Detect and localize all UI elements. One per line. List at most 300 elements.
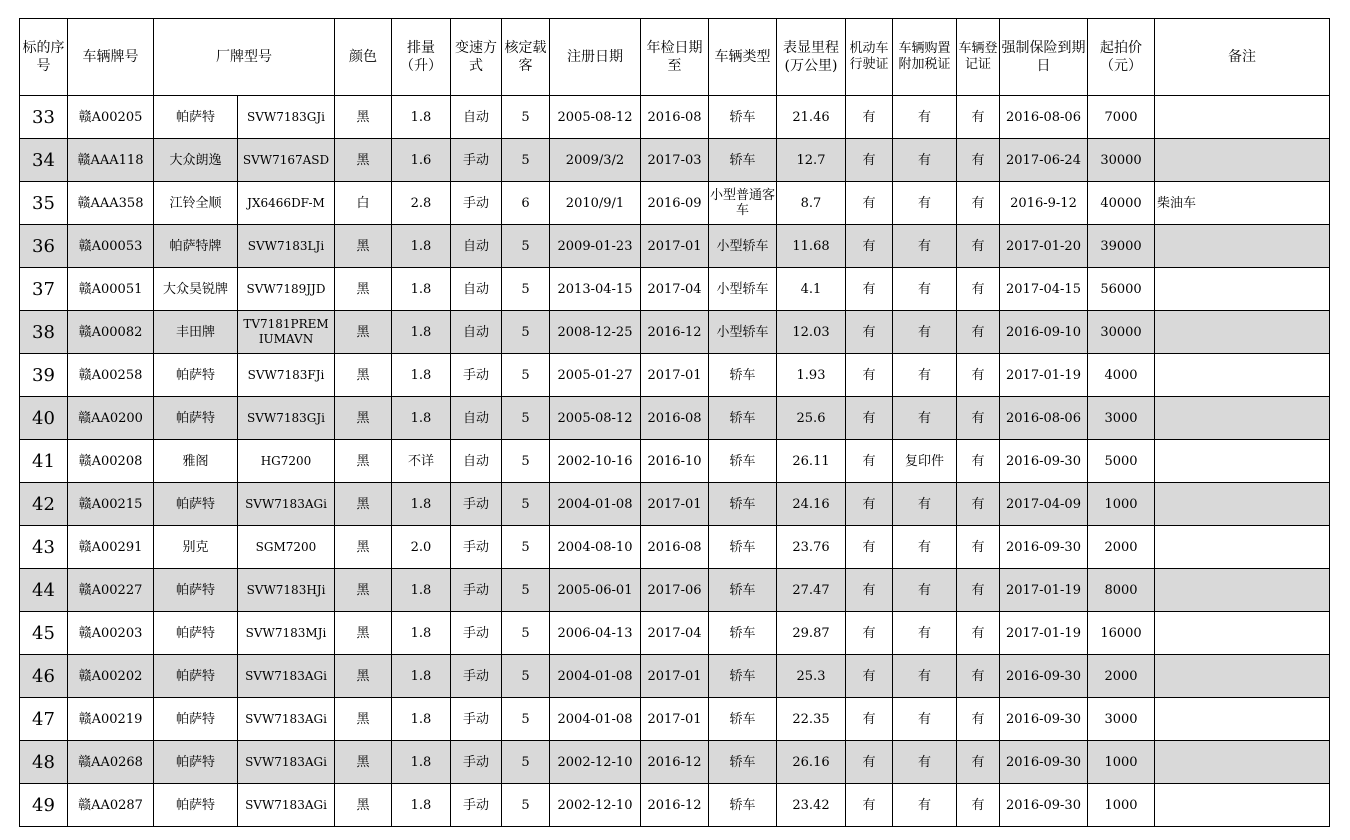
cell-inspection: 2016-12 — [641, 741, 709, 784]
header-reg-cert: 车辆登记证 — [957, 19, 1000, 96]
cell-seq: 41 — [20, 440, 68, 483]
cell-price: 7000 — [1088, 96, 1155, 139]
cell-inspection: 2017-01 — [641, 483, 709, 526]
cell-brand: 帕萨特牌 — [154, 225, 238, 268]
header-seq: 标的序号 — [20, 19, 68, 96]
cell-price: 8000 — [1088, 569, 1155, 612]
cell-note — [1155, 741, 1330, 784]
cell-model: SVW7167ASD — [238, 139, 335, 182]
cell-displacement: 2.0 — [392, 526, 451, 569]
cell-note — [1155, 698, 1330, 741]
cell-transmission: 手动 — [451, 741, 502, 784]
header-tax-cert: 车辆购置附加税证 — [893, 19, 957, 96]
cell-plate: 赣A00208 — [68, 440, 154, 483]
cell-tax-cert: 有 — [893, 483, 957, 526]
cell-seq: 33 — [20, 96, 68, 139]
cell-mileage: 26.11 — [777, 440, 846, 483]
cell-price: 40000 — [1088, 182, 1155, 225]
cell-plate: 赣A00051 — [68, 268, 154, 311]
cell-tax-cert: 有 — [893, 354, 957, 397]
cell-insurance: 2017-01-19 — [1000, 612, 1088, 655]
cell-color: 黑 — [335, 741, 392, 784]
cell-reg-cert: 有 — [957, 225, 1000, 268]
cell-reg-date: 2002-12-10 — [550, 741, 641, 784]
cell-mileage: 26.16 — [777, 741, 846, 784]
cell-displacement: 2.8 — [392, 182, 451, 225]
cell-plate: 赣A00258 — [68, 354, 154, 397]
cell-transmission: 手动 — [451, 698, 502, 741]
table-row — [20, 612, 1330, 655]
cell-reg-cert: 有 — [957, 569, 1000, 612]
cell-price: 1000 — [1088, 483, 1155, 526]
cell-reg-date: 2002-10-16 — [550, 440, 641, 483]
cell-reg-date: 2009/3/2 — [550, 139, 641, 182]
table-row — [20, 268, 1330, 311]
cell-insurance: 2016-09-30 — [1000, 741, 1088, 784]
cell-reg-cert: 有 — [957, 139, 1000, 182]
cell-reg-cert: 有 — [957, 784, 1000, 827]
header-model: 厂牌型号 — [154, 19, 335, 96]
cell-license: 有 — [846, 526, 893, 569]
cell-seq: 48 — [20, 741, 68, 784]
cell-brand: 别克 — [154, 526, 238, 569]
cell-note — [1155, 612, 1330, 655]
cell-mileage: 25.3 — [777, 655, 846, 698]
cell-color: 黑 — [335, 311, 392, 354]
header-displacement: 排量（升） — [392, 19, 451, 96]
table-row — [20, 526, 1330, 569]
cell-note — [1155, 225, 1330, 268]
cell-vehicle-type: 轿车 — [709, 96, 777, 139]
cell-plate: 赣AA0200 — [68, 397, 154, 440]
cell-note — [1155, 268, 1330, 311]
cell-brand: 帕萨特 — [154, 612, 238, 655]
cell-inspection: 2016-08 — [641, 526, 709, 569]
cell-vehicle-type: 轿车 — [709, 569, 777, 612]
cell-plate: 赣A00053 — [68, 225, 154, 268]
cell-mileage: 8.7 — [777, 182, 846, 225]
cell-seq: 34 — [20, 139, 68, 182]
cell-note — [1155, 139, 1330, 182]
cell-price: 4000 — [1088, 354, 1155, 397]
cell-transmission: 自动 — [451, 311, 502, 354]
cell-insurance: 2016-09-30 — [1000, 440, 1088, 483]
header-mileage: 表显里程(万公里) — [777, 19, 846, 96]
cell-price: 16000 — [1088, 612, 1155, 655]
cell-vehicle-type: 小型轿车 — [709, 225, 777, 268]
cell-vehicle-type: 轿车 — [709, 526, 777, 569]
cell-tax-cert: 有 — [893, 96, 957, 139]
cell-vehicle-type: 轿车 — [709, 784, 777, 827]
cell-price: 3000 — [1088, 698, 1155, 741]
cell-model: SVW7183MJi — [238, 612, 335, 655]
cell-mileage: 22.35 — [777, 698, 846, 741]
cell-brand: 雅阁 — [154, 440, 238, 483]
cell-displacement: 1.8 — [392, 698, 451, 741]
cell-brand: 帕萨特 — [154, 483, 238, 526]
cell-seats: 5 — [502, 612, 550, 655]
cell-license: 有 — [846, 397, 893, 440]
cell-mileage: 4.1 — [777, 268, 846, 311]
cell-note — [1155, 96, 1330, 139]
cell-vehicle-type: 轿车 — [709, 397, 777, 440]
table-row — [20, 182, 1330, 225]
cell-seats: 5 — [502, 784, 550, 827]
header-reg-date: 注册日期 — [550, 19, 641, 96]
cell-license: 有 — [846, 96, 893, 139]
cell-transmission: 手动 — [451, 182, 502, 225]
cell-note: 柴油车 — [1155, 182, 1330, 225]
cell-mileage: 21.46 — [777, 96, 846, 139]
cell-seq: 40 — [20, 397, 68, 440]
cell-price: 1000 — [1088, 784, 1155, 827]
cell-mileage: 24.16 — [777, 483, 846, 526]
cell-reg-cert: 有 — [957, 397, 1000, 440]
cell-brand: 帕萨特 — [154, 354, 238, 397]
cell-inspection: 2016-12 — [641, 784, 709, 827]
cell-displacement: 1.8 — [392, 784, 451, 827]
table-row — [20, 397, 1330, 440]
cell-reg-cert: 有 — [957, 526, 1000, 569]
cell-transmission: 手动 — [451, 784, 502, 827]
cell-color: 黑 — [335, 440, 392, 483]
cell-reg-date: 2008-12-25 — [550, 311, 641, 354]
cell-brand: 帕萨特 — [154, 96, 238, 139]
cell-mileage: 23.42 — [777, 784, 846, 827]
cell-seq: 46 — [20, 655, 68, 698]
cell-seats: 5 — [502, 225, 550, 268]
cell-seq: 35 — [20, 182, 68, 225]
cell-displacement: 1.8 — [392, 96, 451, 139]
header-seats: 核定载客 — [502, 19, 550, 96]
cell-inspection: 2017-04 — [641, 612, 709, 655]
cell-insurance: 2016-09-30 — [1000, 698, 1088, 741]
cell-model: SGM7200 — [238, 526, 335, 569]
cell-license: 有 — [846, 483, 893, 526]
cell-mileage: 23.76 — [777, 526, 846, 569]
cell-brand: 江铃全顺 — [154, 182, 238, 225]
cell-reg-date: 2006-04-13 — [550, 612, 641, 655]
cell-price: 39000 — [1088, 225, 1155, 268]
cell-license: 有 — [846, 612, 893, 655]
cell-plate: 赣A00205 — [68, 96, 154, 139]
cell-reg-cert: 有 — [957, 268, 1000, 311]
cell-reg-date: 2005-08-12 — [550, 397, 641, 440]
table-row — [20, 96, 1330, 139]
cell-mileage: 25.6 — [777, 397, 846, 440]
cell-displacement: 1.8 — [392, 225, 451, 268]
cell-color: 白 — [335, 182, 392, 225]
cell-seats: 5 — [502, 569, 550, 612]
cell-seq: 36 — [20, 225, 68, 268]
cell-price: 30000 — [1088, 139, 1155, 182]
cell-note — [1155, 569, 1330, 612]
cell-reg-date: 2004-01-08 — [550, 655, 641, 698]
cell-license: 有 — [846, 784, 893, 827]
cell-price: 1000 — [1088, 741, 1155, 784]
header-transmission: 变速方式 — [451, 19, 502, 96]
cell-vehicle-type: 轿车 — [709, 139, 777, 182]
cell-color: 黑 — [335, 612, 392, 655]
cell-tax-cert: 有 — [893, 182, 957, 225]
cell-transmission: 手动 — [451, 354, 502, 397]
cell-reg-cert: 有 — [957, 698, 1000, 741]
cell-model: JX6466DF-M — [238, 182, 335, 225]
cell-brand: 丰田牌 — [154, 311, 238, 354]
cell-inspection: 2017-03 — [641, 139, 709, 182]
cell-vehicle-type: 轿车 — [709, 483, 777, 526]
cell-license: 有 — [846, 225, 893, 268]
cell-displacement: 1.8 — [392, 354, 451, 397]
cell-model: SVW7183FJi — [238, 354, 335, 397]
cell-brand: 大众昊锐牌 — [154, 268, 238, 311]
cell-reg-cert: 有 — [957, 440, 1000, 483]
cell-model: SVW7183AGi — [238, 741, 335, 784]
cell-brand: 帕萨特 — [154, 784, 238, 827]
cell-note — [1155, 526, 1330, 569]
cell-displacement: 1.8 — [392, 311, 451, 354]
cell-reg-cert: 有 — [957, 483, 1000, 526]
cell-reg-cert: 有 — [957, 182, 1000, 225]
cell-insurance: 2017-06-24 — [1000, 139, 1088, 182]
cell-inspection: 2017-01 — [641, 354, 709, 397]
cell-reg-cert: 有 — [957, 311, 1000, 354]
header-license: 机动车行驶证 — [846, 19, 893, 96]
cell-plate: 赣AA0287 — [68, 784, 154, 827]
cell-seats: 5 — [502, 354, 550, 397]
cell-seq: 38 — [20, 311, 68, 354]
cell-color: 黑 — [335, 96, 392, 139]
cell-inspection: 2017-01 — [641, 698, 709, 741]
cell-insurance: 2016-09-10 — [1000, 311, 1088, 354]
cell-mileage: 12.03 — [777, 311, 846, 354]
cell-seats: 5 — [502, 440, 550, 483]
cell-transmission: 手动 — [451, 483, 502, 526]
cell-license: 有 — [846, 440, 893, 483]
cell-brand: 帕萨特 — [154, 397, 238, 440]
cell-color: 黑 — [335, 483, 392, 526]
cell-license: 有 — [846, 655, 893, 698]
cell-inspection: 2016-12 — [641, 311, 709, 354]
cell-vehicle-type: 轿车 — [709, 612, 777, 655]
header-inspection: 年检日期至 — [641, 19, 709, 96]
cell-seq: 43 — [20, 526, 68, 569]
cell-displacement: 1.8 — [392, 612, 451, 655]
cell-displacement: 1.6 — [392, 139, 451, 182]
cell-brand: 帕萨特 — [154, 569, 238, 612]
cell-seats: 5 — [502, 655, 550, 698]
cell-seq: 49 — [20, 784, 68, 827]
cell-license: 有 — [846, 698, 893, 741]
cell-price: 30000 — [1088, 311, 1155, 354]
cell-insurance: 2017-01-20 — [1000, 225, 1088, 268]
cell-reg-date: 2004-01-08 — [550, 698, 641, 741]
cell-note — [1155, 311, 1330, 354]
cell-reg-date: 2005-01-27 — [550, 354, 641, 397]
header-insurance: 强制保险到期日 — [1000, 19, 1088, 96]
cell-transmission: 手动 — [451, 569, 502, 612]
cell-seq: 47 — [20, 698, 68, 741]
cell-note — [1155, 440, 1330, 483]
cell-vehicle-type: 轿车 — [709, 655, 777, 698]
cell-reg-date: 2013-04-15 — [550, 268, 641, 311]
cell-plate: 赣AAA358 — [68, 182, 154, 225]
cell-plate: 赣A00227 — [68, 569, 154, 612]
cell-tax-cert: 有 — [893, 139, 957, 182]
cell-mileage: 1.93 — [777, 354, 846, 397]
cell-seats: 5 — [502, 139, 550, 182]
cell-inspection: 2017-06 — [641, 569, 709, 612]
cell-vehicle-type: 小型普通客车 — [709, 182, 777, 225]
cell-model: HG7200 — [238, 440, 335, 483]
cell-transmission: 自动 — [451, 397, 502, 440]
cell-inspection: 2016-08 — [641, 397, 709, 440]
table-row — [20, 311, 1330, 354]
cell-vehicle-type: 小型轿车 — [709, 268, 777, 311]
cell-note — [1155, 784, 1330, 827]
cell-transmission: 自动 — [451, 440, 502, 483]
cell-seats: 5 — [502, 96, 550, 139]
cell-insurance: 2016-08-06 — [1000, 397, 1088, 440]
cell-model: SVW7189JJD — [238, 268, 335, 311]
cell-seats: 5 — [502, 397, 550, 440]
cell-plate: 赣AA0268 — [68, 741, 154, 784]
cell-tax-cert: 有 — [893, 698, 957, 741]
cell-inspection: 2017-01 — [641, 225, 709, 268]
cell-color: 黑 — [335, 354, 392, 397]
cell-reg-date: 2009-01-23 — [550, 225, 641, 268]
cell-color: 黑 — [335, 225, 392, 268]
table-row — [20, 698, 1330, 741]
cell-license: 有 — [846, 741, 893, 784]
cell-note — [1155, 354, 1330, 397]
cell-brand: 帕萨特 — [154, 698, 238, 741]
cell-reg-date: 2005-06-01 — [550, 569, 641, 612]
cell-reg-date: 2004-08-10 — [550, 526, 641, 569]
cell-model: SVW7183GJi — [238, 397, 335, 440]
cell-transmission: 手动 — [451, 655, 502, 698]
table-row — [20, 655, 1330, 698]
cell-plate: 赣A00203 — [68, 612, 154, 655]
cell-tax-cert: 有 — [893, 569, 957, 612]
cell-insurance: 2016-08-06 — [1000, 96, 1088, 139]
cell-seats: 5 — [502, 526, 550, 569]
cell-reg-date: 2010/9/1 — [550, 182, 641, 225]
cell-plate: 赣A00219 — [68, 698, 154, 741]
cell-inspection: 2017-04 — [641, 268, 709, 311]
cell-insurance: 2017-04-15 — [1000, 268, 1088, 311]
cell-seats: 5 — [502, 483, 550, 526]
cell-mileage: 29.87 — [777, 612, 846, 655]
table-row — [20, 569, 1330, 612]
table-row — [20, 784, 1330, 827]
cell-inspection: 2016-08 — [641, 96, 709, 139]
cell-reg-cert: 有 — [957, 655, 1000, 698]
cell-transmission: 自动 — [451, 225, 502, 268]
cell-seats: 5 — [502, 741, 550, 784]
cell-insurance: 2016-09-30 — [1000, 526, 1088, 569]
cell-model: SVW7183AGi — [238, 655, 335, 698]
cell-displacement: 不详 — [392, 440, 451, 483]
cell-seats: 5 — [502, 268, 550, 311]
cell-seq: 39 — [20, 354, 68, 397]
cell-transmission: 手动 — [451, 139, 502, 182]
cell-insurance: 2016-09-30 — [1000, 655, 1088, 698]
cell-insurance: 2017-04-09 — [1000, 483, 1088, 526]
cell-reg-cert: 有 — [957, 741, 1000, 784]
cell-transmission: 手动 — [451, 526, 502, 569]
cell-reg-date: 2004-01-08 — [550, 483, 641, 526]
cell-plate: 赣A00291 — [68, 526, 154, 569]
cell-plate: 赣A00082 — [68, 311, 154, 354]
cell-model: TV7181PREMIUMAVN — [238, 311, 335, 354]
cell-displacement: 1.8 — [392, 397, 451, 440]
cell-seats: 6 — [502, 182, 550, 225]
cell-insurance: 2017-01-19 — [1000, 354, 1088, 397]
cell-color: 黑 — [335, 397, 392, 440]
cell-price: 56000 — [1088, 268, 1155, 311]
cell-tax-cert: 有 — [893, 225, 957, 268]
cell-vehicle-type: 轿车 — [709, 440, 777, 483]
cell-color: 黑 — [335, 698, 392, 741]
cell-reg-date: 2002-12-10 — [550, 784, 641, 827]
cell-reg-date: 2005-08-12 — [550, 96, 641, 139]
cell-reg-cert: 有 — [957, 612, 1000, 655]
cell-model: SVW7183GJi — [238, 96, 335, 139]
cell-note — [1155, 397, 1330, 440]
table-row — [20, 354, 1330, 397]
cell-mileage: 27.47 — [777, 569, 846, 612]
cell-tax-cert: 有 — [893, 784, 957, 827]
cell-plate: 赣A00215 — [68, 483, 154, 526]
cell-seq: 45 — [20, 612, 68, 655]
cell-seats: 5 — [502, 698, 550, 741]
cell-mileage: 11.68 — [777, 225, 846, 268]
cell-seats: 5 — [502, 311, 550, 354]
cell-plate: 赣A00202 — [68, 655, 154, 698]
cell-vehicle-type: 小型轿车 — [709, 311, 777, 354]
header-row — [20, 19, 1330, 96]
cell-license: 有 — [846, 139, 893, 182]
header-vehicle-type: 车辆类型 — [709, 19, 777, 96]
cell-reg-cert: 有 — [957, 96, 1000, 139]
cell-transmission: 手动 — [451, 612, 502, 655]
cell-transmission: 自动 — [451, 96, 502, 139]
cell-tax-cert: 有 — [893, 268, 957, 311]
cell-reg-cert: 有 — [957, 354, 1000, 397]
cell-insurance: 2017-01-19 — [1000, 569, 1088, 612]
cell-tax-cert: 有 — [893, 526, 957, 569]
cell-displacement: 1.8 — [392, 268, 451, 311]
cell-inspection: 2016-10 — [641, 440, 709, 483]
cell-plate: 赣AAA118 — [68, 139, 154, 182]
cell-model: SVW7183AGi — [238, 784, 335, 827]
cell-seq: 37 — [20, 268, 68, 311]
cell-seq: 44 — [20, 569, 68, 612]
cell-inspection: 2016-09 — [641, 182, 709, 225]
cell-tax-cert: 有 — [893, 311, 957, 354]
cell-displacement: 1.8 — [392, 483, 451, 526]
table-row — [20, 225, 1330, 268]
cell-tax-cert: 复印件 — [893, 440, 957, 483]
cell-vehicle-type: 轿车 — [709, 354, 777, 397]
cell-mileage: 12.7 — [777, 139, 846, 182]
cell-insurance: 2016-09-30 — [1000, 784, 1088, 827]
cell-brand: 帕萨特 — [154, 741, 238, 784]
cell-color: 黑 — [335, 569, 392, 612]
cell-inspection: 2017-01 — [641, 655, 709, 698]
cell-displacement: 1.8 — [392, 655, 451, 698]
